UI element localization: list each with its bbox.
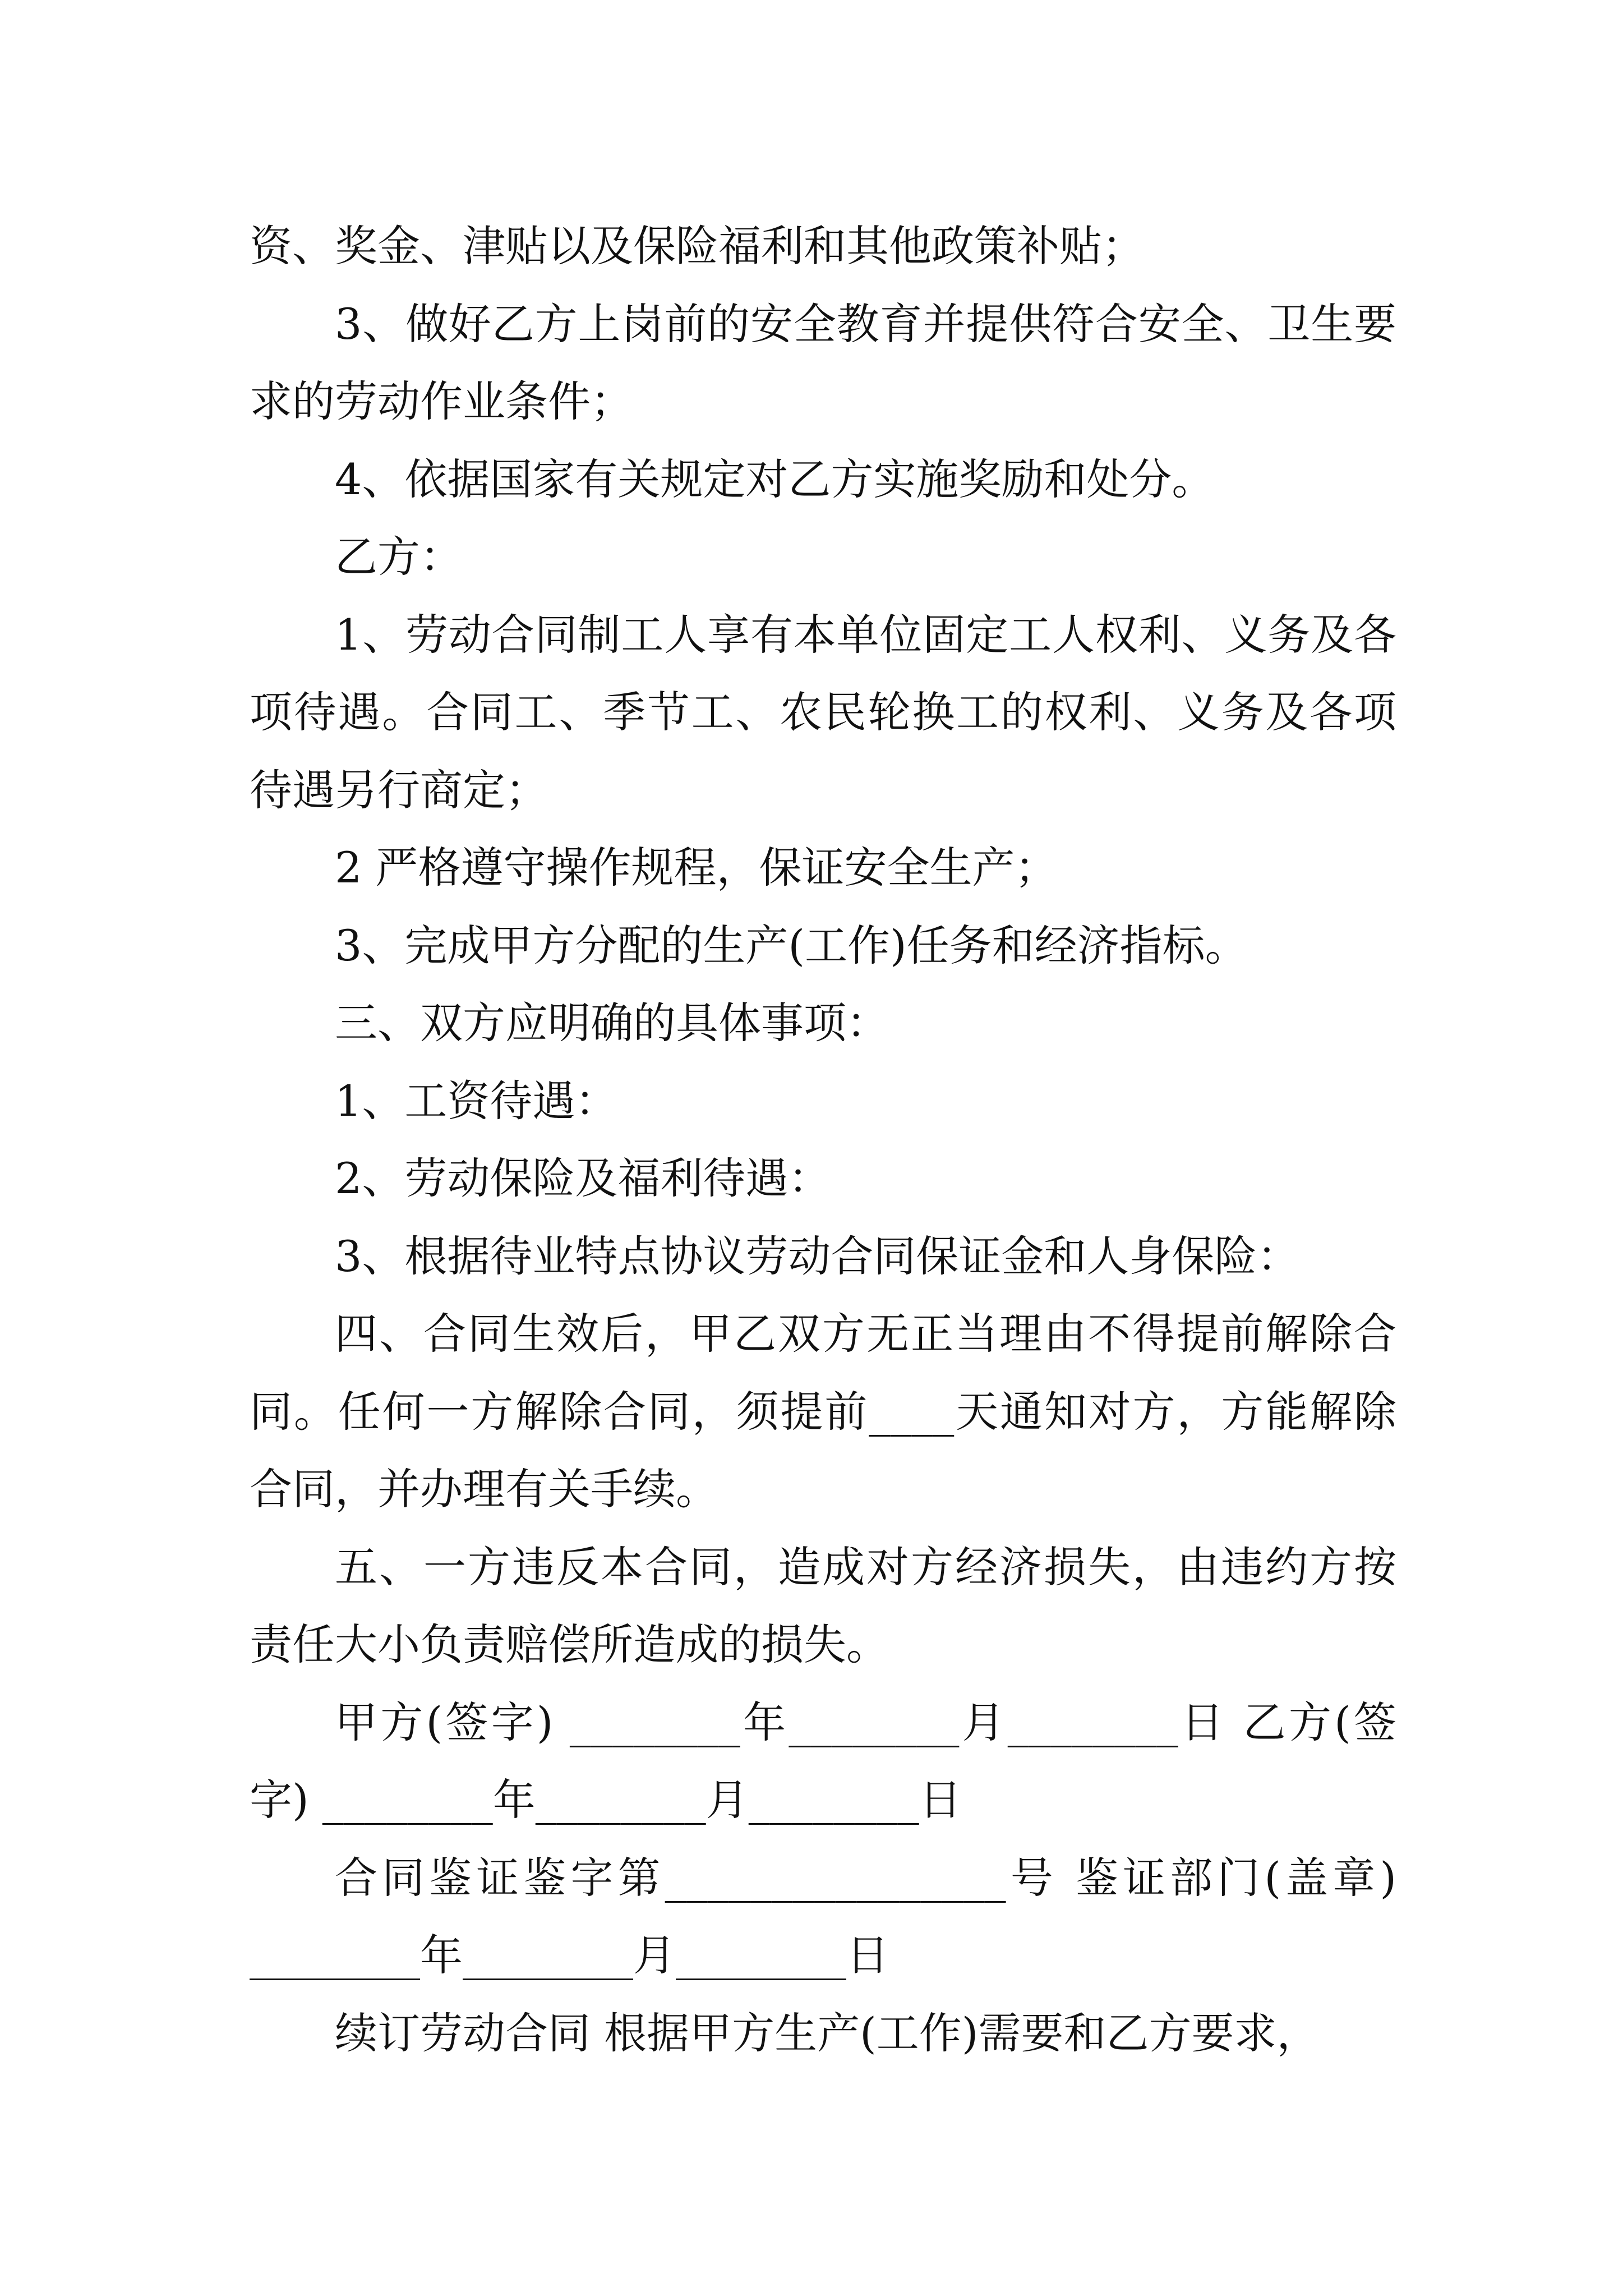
paragraph-section-3-item-2: 2、劳动保险及福利待遇： — [335, 1153, 831, 1203]
paragraph-continued-wages: 资、奖金、津贴以及保险福利和其他政策补贴； — [250, 221, 1145, 271]
paragraph-party-a-item-3: 3、做好乙方上岗前的安全教育并提供符合安全、卫生要求的劳动作业条件； — [250, 298, 1396, 426]
paragraph-party-b-item-2: 2 严格遵守操作规程，保证安全生产； — [335, 843, 1058, 892]
paragraph-party-b-item-1: 1、劳动合同制工人享有本单位固定工人权利、义务及各项待遇。合同工、季节工、农民轮换工的权利、义务及各项待遇另行商定； — [250, 609, 1396, 815]
paragraph-signatures: 甲方(签字) ________年________月________日 乙方(签字) ________年________月________日 — [250, 1697, 1396, 1825]
contract-body — [250, 208, 1410, 2072]
paragraph-party-b-item-3: 3、完成甲方分配的生产(工作)任务和经济指标。 — [335, 920, 1248, 970]
paragraph-section-3-item-1: 1、工资待遇： — [335, 1075, 618, 1126]
paragraph-party-a-item-4: 4、依据国家有关规定对乙方实施奖励和处分。 — [335, 454, 1215, 504]
paragraph-renewal: 续订劳动合同 根据甲方生产(工作)需要和乙方要求， — [335, 2008, 1320, 2058]
paragraph-verification: 合同鉴证鉴字第________________号 鉴证部门(盖章) ________年________月________日 — [250, 1852, 1410, 1980]
paragraph-party-b-heading: 乙方： — [335, 532, 463, 582]
paragraph-section-5: 五、一方违反本合同，造成对方经济损失，由违约方按责任大小负责赔偿所造成的损失。 — [250, 1542, 1396, 1669]
paragraph-section-3-item-3: 3、根据待业特点协议劳动合同保证金和人身保险： — [335, 1231, 1300, 1281]
paragraph-section-4: 四、合同生效后，甲乙双方无正当理由不得提前解除合同。任何一方解除合同，须提前____天通知对方，方能解除合同，并办理有关手续。 — [250, 1309, 1396, 1514]
paragraph-section-3-heading: 三、双方应明确的具体事项： — [335, 998, 889, 1048]
